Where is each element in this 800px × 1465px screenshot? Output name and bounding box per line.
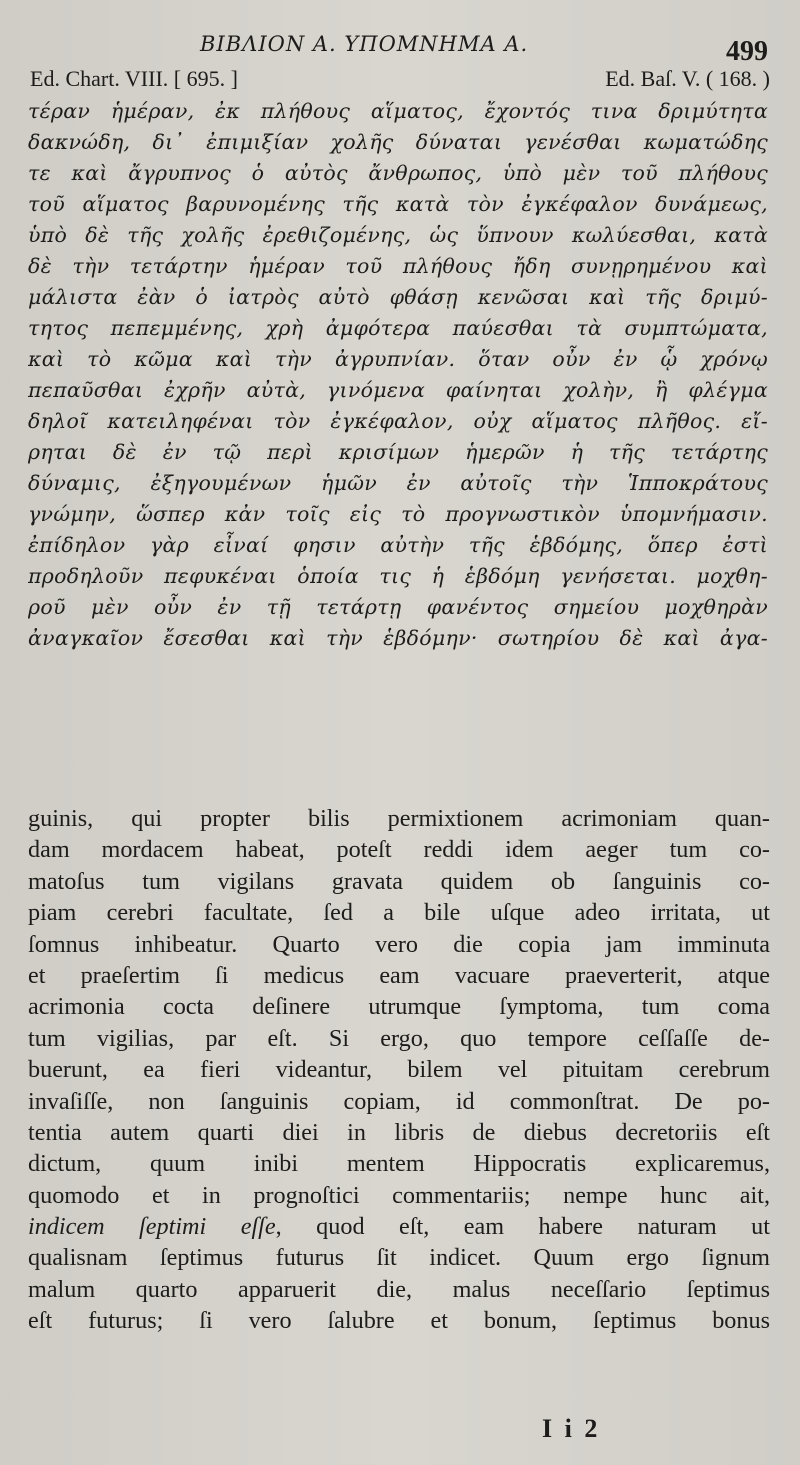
latin-text-line: acrimonia cocta deſinere utrumque ſymptoma, tum coma xyxy=(28,993,770,1021)
latin-text-block xyxy=(28,803,770,1337)
edition-basel-reference: Ed. Baſ. V. ( 168. ) xyxy=(605,66,770,91)
greek-text-line: πεπαῦσθαι ἐχρῆν αὐτὰ, γινόμενα φαίνηται χολὴν, ἢ φλέγμα xyxy=(28,378,768,402)
latin-text-line: qualisnam ſeptimus futurus ſit indicet. Quum ergo ſignum xyxy=(28,1244,770,1272)
latin-text-line: et praeſertim ſi medicus eam vacuare praeverterit, atque xyxy=(28,961,770,989)
latin-text-line: ſomnus inhibeatur. Quarto vero die copia jam imminuta xyxy=(28,930,770,958)
latin-text-line: eſt futurus; ſi vero ſalubre et bonum, ſeptimus bonus xyxy=(28,1307,770,1335)
edition-references xyxy=(30,66,770,94)
greek-text-line: ρηται δὲ ἐν τῷ περὶ κρισίμων ἡμερῶν ἡ τῆς τετάρτης xyxy=(28,440,768,464)
greek-text-line: δακνώδη, δι᾽ ἐπιμιξίαν χολῆς δύναται γενέσθαι κωματώδης xyxy=(28,130,768,154)
greek-text-line: προδηλοῦν πεφυκέναι ὁποία τις ἡ ἑβδόμη γενήσεται. μοχθη- xyxy=(28,564,768,588)
greek-text-line: ροῦ μὲν οὖν ἐν τῇ τετάρτῃ φανέντος σημείου μοχθηρὰν xyxy=(28,595,768,619)
latin-text-line: tentia autem quarti diei in libris de diebus decretoriis eſt xyxy=(28,1118,770,1146)
greek-text-line: ὑπὸ δὲ τῆς χολῆς ἐρεθιζομένης, ὡς ὕπνουν κωλύεσθαι, κατὰ xyxy=(28,223,768,247)
latin-text-line: dictum, quum inibi mentem Hippocratis explicaremus, xyxy=(28,1150,770,1178)
latin-text-line: indicem ſeptimi eſſe, quod eſt, eam habere naturam ut xyxy=(28,1213,770,1241)
latin-text-line: invaſiſſe, non ſanguinis copiam, id commonſtrat. De po- xyxy=(28,1087,770,1115)
latin-text-line: tum vigilias, par eſt. Si ergo, quo tempore ceſſaſſe de- xyxy=(28,1024,770,1052)
greek-text-line: δὲ τὴν τετάρτην ἡμέραν τοῦ πλήθους ἤδη συνῃρημένου καὶ xyxy=(28,254,768,278)
greek-text-line: τε καὶ ἄγρυπνος ὁ αὐτὸς ἄνθρωπος, ὑπὸ μὲν τοῦ πλήθους xyxy=(28,161,768,185)
greek-text-line: τέραν ἡμέραν, ἐκ πλήθους αἵματος, ἔχοντός τινα δριμύτητα xyxy=(28,99,768,123)
page-number: 499 xyxy=(726,36,768,67)
greek-text-line: γνώμην, ὥσπερ κἀν τοῖς εἰς τὸ προγνωστικὸν ὑπομνήμασιν. xyxy=(28,502,768,526)
running-head xyxy=(0,30,800,67)
latin-italic-quote: indicem ſeptimi eſſe xyxy=(28,1213,276,1241)
latin-text-line: buerunt, ea fieri videantur, bilem vel pituitam cerebrum xyxy=(28,1056,770,1084)
greek-text-block xyxy=(28,96,768,654)
latin-text-line: malum quarto apparuerit die, malus neceſſario ſeptimus xyxy=(28,1275,770,1303)
running-title: ΒΙΒΛΙΟΝ Α. ΥΠΟΜΝΗΜΑ Α. xyxy=(200,32,529,56)
latin-text-line: dam mordacem habeat, poteſt reddi idem aeger tum co- xyxy=(28,836,770,864)
greek-text-line: καὶ τὸ κῶμα καὶ τὴν ἀγρυπνίαν. ὅταν οὖν ἐν ᾧ χρόνῳ xyxy=(28,347,768,371)
greek-text-line: ἐπίδηλον γὰρ εἶναί φησιν αὐτὴν τῆς ἑβδόμης, ὅπερ ἐστὶ xyxy=(28,533,768,557)
latin-text-line: quomodo et in prognoſtici commentariis; nempe hunc ait, xyxy=(28,1181,770,1209)
edition-chart-reference: Ed. Chart. VIII. [ 695. ] xyxy=(30,66,238,91)
latin-text-line: guinis, qui propter bilis permixtionem acrimoniam quan- xyxy=(28,805,770,832)
greek-text-line: τοῦ αἵματος βαρυνομένης τῆς κατὰ τὸν ἐγκέφαλον δυνάμεως, xyxy=(28,192,768,216)
signature-mark: I i 2 xyxy=(542,1414,601,1443)
greek-text-line: ἀναγκαῖον ἔσεσθαι καὶ τὴν ἑβδόμην· σωτηρίου δὲ καὶ ἀγα- xyxy=(28,626,768,650)
greek-text-line: δηλοῖ κατειληφέναι τὸν ἐγκέφαλον, οὐχ αἵματος πλῆθος. εἴ- xyxy=(28,409,768,433)
greek-text-line: μάλιστα ἐὰν ὁ ἰατρὸς αὐτὸ φθάσῃ κενῶσαι καὶ τῆς δριμύ- xyxy=(28,285,768,309)
latin-text-line: piam cerebri facultate, ſed a bile uſque adeo irritata, ut xyxy=(28,899,770,927)
latin-text-line: matoſus tum vigilans gravata quidem ob ſanguinis co- xyxy=(28,867,770,895)
greek-text-line: τητος πεπεμμένης, χρὴ ἀμφότερα παύεσθαι τὰ συμπτώματα, xyxy=(28,316,768,340)
greek-text-line: δύναμις, ἐξηγουμένων ἡμῶν ἐν αὐτοῖς τὴν Ἱπποκράτους xyxy=(28,471,768,495)
